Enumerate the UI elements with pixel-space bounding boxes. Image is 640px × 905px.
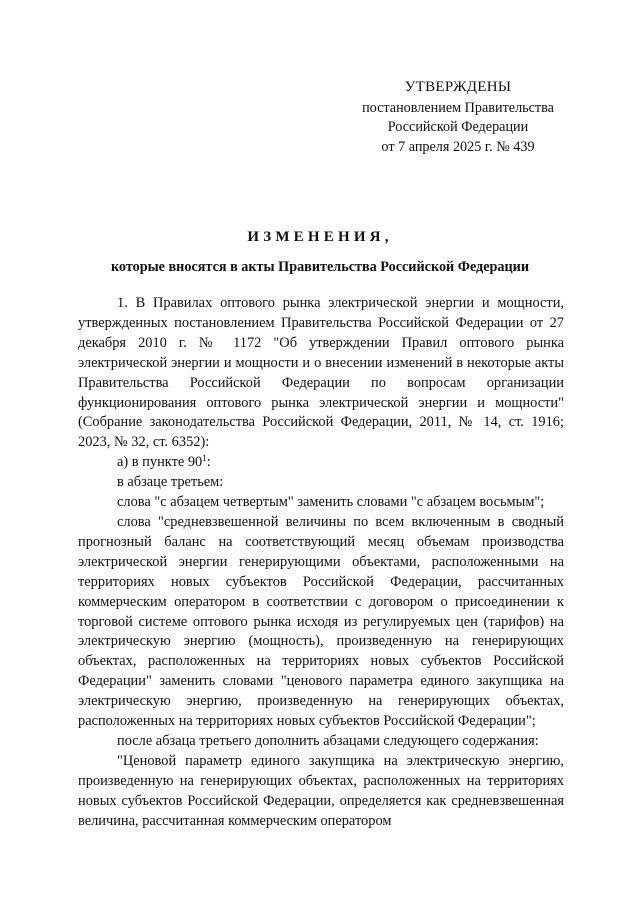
document-title: ИЗМЕНЕНИЯ, [247, 229, 393, 245]
paragraph-quote: "Ценовой параметр единого закупщика на электрическую энергию, произведенную на генерирующих объектах, расположенных на территориях новых субъектов Российской Федерации, определяется как средневзвешенная величина, рассчитанная коммерческим оператором [78, 752, 564, 829]
item-a-tail: : [206, 454, 211, 471]
item-a [78, 453, 564, 473]
approval-line-2: Российской Федерации [387, 119, 529, 135]
paragraph-1: 1. В Правилах оптового рынка электрической энергии и мощности, утвержденных постановлением Правительства Российской Федерации от 27 декабря 2010 г. № 1172 "Об утверждении Правил оптового рынка электрической энергии и мощности и о внесении изменений в некоторые акты Правительства Российской Федерации по вопросам организации функционирования оптового рынка электрической энергии и мощности" (Собрание законодательства Российской Федерации, 2011, № 14, ст. 1916; 2023, № 32, ст. 6352): [78, 295, 564, 451]
document-heading [60, 227, 580, 277]
approval-title: УТВЕРЖДЕНЫ [404, 79, 512, 95]
paragraph-after: после абзаца третьего дополнить абзацами следующего содержания: [117, 732, 539, 749]
paragraph-abz3: в абзаце третьем: [117, 474, 224, 491]
approval-line-1: постановлением Правительства [362, 99, 554, 116]
approval-block [338, 78, 578, 157]
paragraph-words-1: слова "с абзацем четвертым" заменить словами "с абзацем восьмым"; [117, 494, 545, 511]
item-a-text: а) в пункте 90 [117, 454, 203, 471]
approval-line-3: от 7 апреля 2025 г. № 439 [381, 138, 535, 155]
document-subtitle: которые вносятся в акты Правительства Российской Федерации [110, 259, 530, 275]
document-body [78, 294, 564, 831]
item-a-superscript: 1 [202, 453, 207, 464]
paragraph-words-2: слова "средневзвешенной величины по всем включенным в сводный прогнозный баланс на соответствующий месяц объемам производства электрической энергии генерирующими объектами, расположенными на территориях новых субъектов Российской Федерации, рассчитанных коммерческим оператором в соответствии с договором о присоединении к торговой системе оптового рынка исходя из регулируемых цен (тарифов) на электрическую энергию (мощность), произведенную на генерирующих объектах, расположенных на территориях новых субъектов Российской Федерации" заменить словами "ценового параметра единого закупщика на электрическую энергию, произведенную на генерирующих объектах, расположенных на территориях новых субъектов Российской Федерации"; [78, 513, 564, 730]
